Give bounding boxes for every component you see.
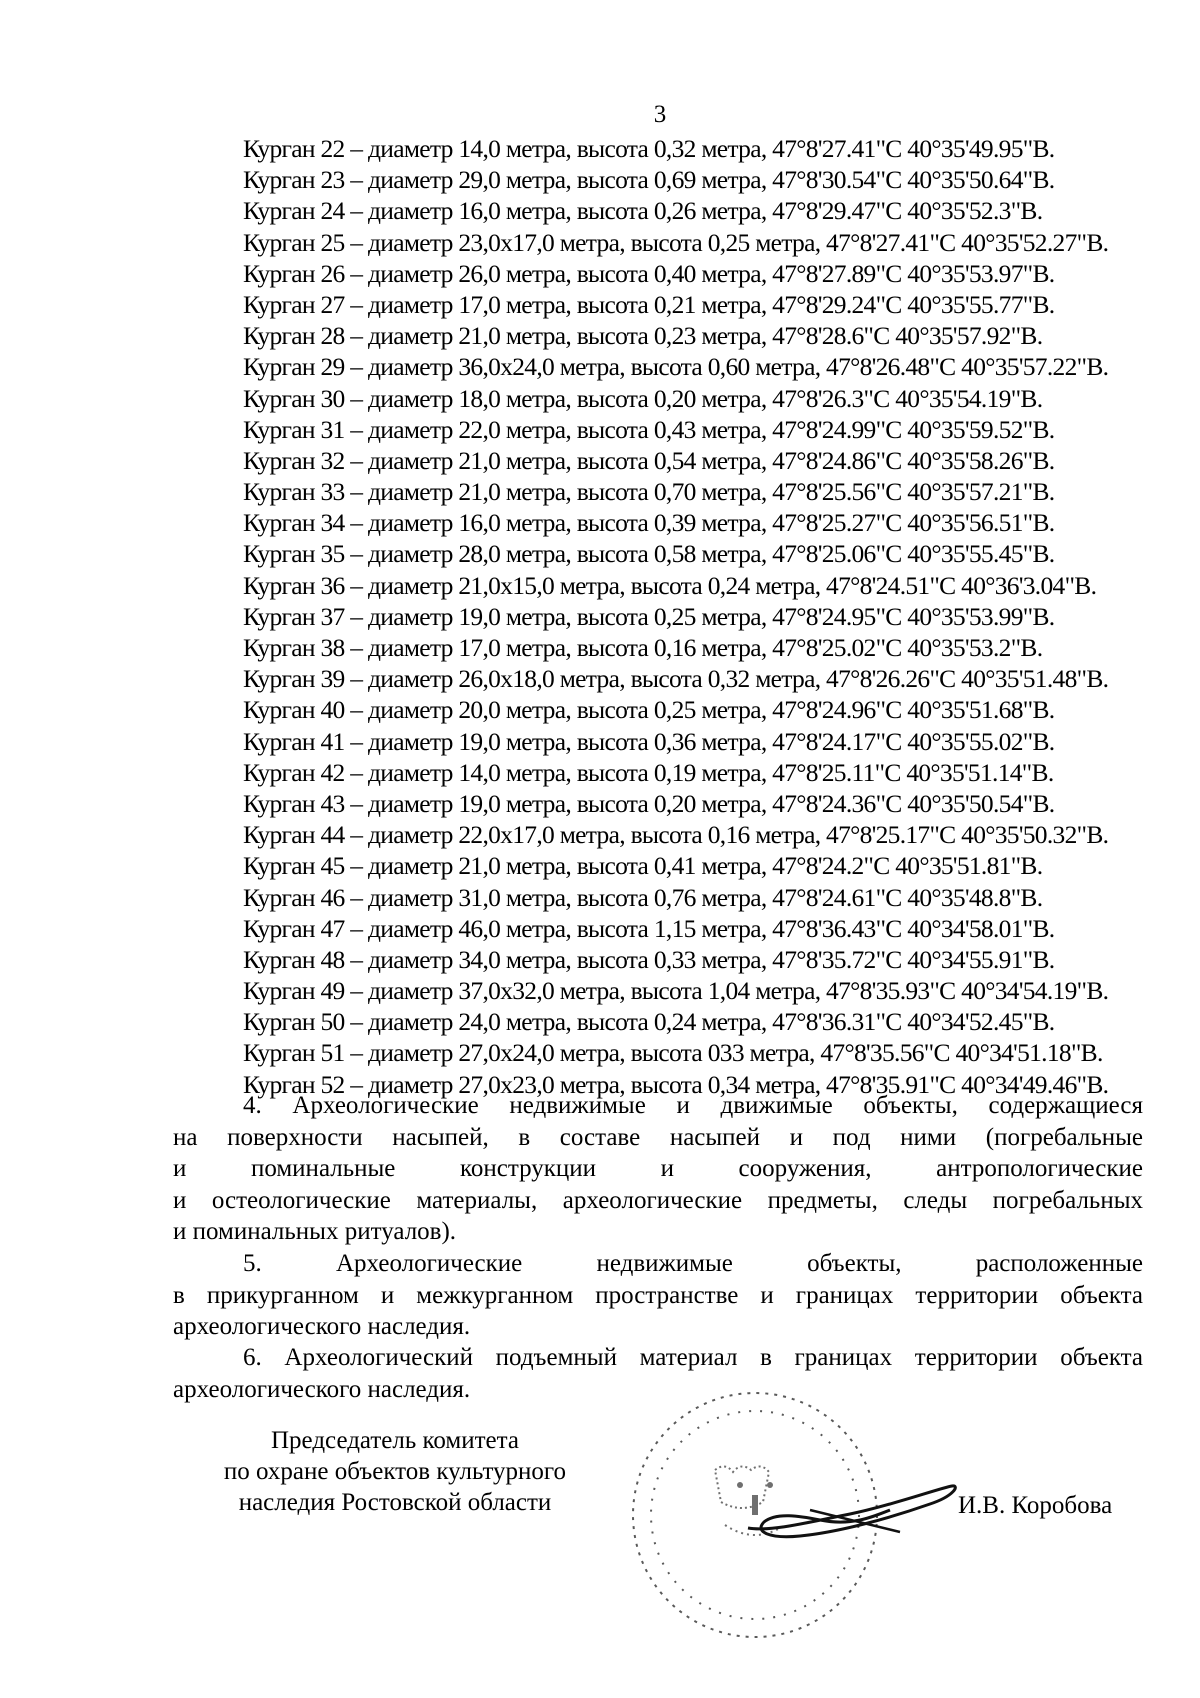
paragraph-line: 4. Археологические недвижимые и движимые объекты, содержащиеся (243, 1092, 1143, 1119)
paragraph-line: и остеологические материалы, археологические предметы, следы погребальных (173, 1186, 1143, 1214)
kurgan-entry: Курган 46 – диаметр 31,0 метра, высота 0,76 метра, 47°8'24.61"С 40°35'48.8"В. (243, 882, 1043, 912)
kurgan-entry: Курган 42 – диаметр 14,0 метра, высота 0,19 метра, 47°8'25.11"С 40°35'51.14"В. (243, 757, 1054, 787)
handwritten-signature (740, 1470, 960, 1550)
paragraph-line: в прикурганном и межкурганном пространстве и границах территории объекта (173, 1281, 1143, 1309)
kurgan-entry: Курган 32 – диаметр 21,0 метра, высота 0,54 метра, 47°8'24.86"С 40°35'58.26"В. (243, 445, 1055, 475)
kurgan-entry: Курган 36 – диаметр 21,0х15,0 метра, высота 0,24 метра, 47°8'24.51"С 40°36'3.04"В. (243, 570, 1097, 600)
kurgan-entry: Курган 29 – диаметр 36,0х24,0 метра, высота 0,60 метра, 47°8'26.48"С 40°35'57.22"В. (243, 352, 1109, 382)
signatory-title-line: наследия Ростовской области (238, 1489, 552, 1516)
paragraph-line: археологического наследия. (173, 1375, 471, 1403)
signatory-title-line: Председатель комитета (271, 1427, 519, 1454)
kurgan-entry: Курган 50 – диаметр 24,0 метра, высота 0,24 метра, 47°8'36.31"С 40°34'52.45"В. (243, 1007, 1055, 1037)
signatory-title (185, 1425, 605, 1518)
paragraph-line: 6. Археологический подъемный материал в границах территории объекта (243, 1344, 1143, 1371)
kurgan-entry: Курган 30 – диаметр 18,0 метра, высота 0,20 метра, 47°8'26.3"С 40°35'54.19"В. (243, 383, 1043, 413)
kurgan-entry: Курган 45 – диаметр 21,0 метра, высота 0,41 метра, 47°8'24.2"С 40°35'51.81"В. (243, 851, 1043, 881)
page-number: 3 (653, 101, 667, 128)
kurgan-entry: Курган 52 – диаметр 27,0х23,0 метра, высота 0,34 метра, 47°8'35.91"С 40°34'49.46"В. (243, 1069, 1109, 1099)
kurgan-entry: Курган 37 – диаметр 19,0 метра, высота 0,25 метра, 47°8'24.95"С 40°35'53.99"В. (243, 601, 1055, 631)
kurgan-entry: Курган 24 – диаметр 16,0 метра, высота 0,26 метра, 47°8'29.47"С 40°35'52.3"В. (243, 196, 1043, 226)
kurgan-entry: Курган 43 – диаметр 19,0 метра, высота 0,20 метра, 47°8'24.36"С 40°35'50.54"В. (243, 788, 1055, 818)
kurgan-entry: Курган 38 – диаметр 17,0 метра, высота 0,16 метра, 47°8'25.02"С 40°35'53.2"В. (243, 633, 1043, 662)
kurgan-entry: Курган 25 – диаметр 23,0х17,0 метра, высота 0,25 метра, 47°8'27.41"С 40°35'52.27"В. (243, 227, 1109, 257)
kurgan-entry: Курган 31 – диаметр 22,0 метра, высота 0,43 метра, 47°8'24.99"С 40°35'59.52"В. (243, 414, 1055, 444)
kurgan-entry: Курган 35 – диаметр 28,0 метра, высота 0,58 метра, 47°8'25.06"С 40°35'55.45"В. (243, 539, 1055, 569)
paragraph-4 (173, 1090, 1143, 1248)
paragraph-line: археологического наследия. (173, 1313, 471, 1340)
kurgan-entry: Курган 34 – диаметр 16,0 метра, высота 0,39 метра, 47°8'25.27"С 40°35'56.51"В. (243, 508, 1055, 538)
kurgan-entry: Курган 26 – диаметр 26,0 метра, высота 0,40 метра, 47°8'27.89"С 40°35'53.97"В. (243, 258, 1055, 288)
signatory-title-line: по охране объектов культурного (223, 1458, 567, 1485)
paragraph-line: на поверхности насыпей, в составе насыпей и под ними (погребальные (173, 1123, 1143, 1151)
paragraph-line: и поминальные конструкции и сооружения, антропологические (173, 1155, 1143, 1182)
kurgan-entry: Курган 44 – диаметр 22,0х17,0 метра, высота 0,16 метра, 47°8'25.17"С 40°35'50.32"В. (243, 820, 1109, 850)
kurgan-entry: Курган 49 – диаметр 37,0х32,0 метра, высота 1,04 метра, 47°8'35.93"С 40°34'54.19"В. (243, 976, 1109, 1006)
kurgan-entry: Курган 22 – диаметр 14,0 метра, высота 0,32 метра, 47°8'27.41"С 40°35'49.95"В. (243, 134, 1055, 163)
kurgan-entry: Курган 39 – диаметр 26,0х18,0 метра, высота 0,32 метра, 47°8'26.26"С 40°35'51.48"В. (243, 664, 1109, 694)
kurgan-entry: Курган 28 – диаметр 21,0 метра, высота 0,23 метра, 47°8'28.6"С 40°35'57.92"В. (243, 321, 1043, 351)
kurgan-entry: Курган 47 – диаметр 46,0 метра, высота 1,15 метра, 47°8'36.43"С 40°34'58.01"В. (243, 913, 1055, 943)
kurgan-entry: Курган 23 – диаметр 29,0 метра, высота 0,69 метра, 47°8'30.54"С 40°35'50.64"В. (243, 165, 1055, 195)
kurgan-entry: Курган 40 – диаметр 20,0 метра, высота 0,25 метра, 47°8'24.96"С 40°35'51.68"В. (243, 695, 1055, 725)
kurgan-entry: Курган 27 – диаметр 17,0 метра, высота 0,21 метра, 47°8'29.24"С 40°35'55.77"В. (243, 289, 1055, 319)
kurgan-entry: Курган 51 – диаметр 27,0х24,0 метра, высота 033 метра, 47°8'35.56"С 40°34'51.18"В. (243, 1038, 1103, 1068)
paragraph-5 (173, 1248, 1143, 1343)
paragraph-line: 5. Археологические недвижимые объекты, расположенные (243, 1250, 1143, 1277)
signer-name: И.В. Коробова (958, 1492, 1113, 1519)
paragraph-line: и поминальных ритуалов). (173, 1218, 457, 1245)
kurgan-entry: Курган 41 – диаметр 19,0 метра, высота 0,36 метра, 47°8'24.17"С 40°35'55.02"В. (243, 726, 1055, 756)
kurgan-entry: Курган 48 – диаметр 34,0 метра, высота 0,33 метра, 47°8'35.72"С 40°34'55.91"В. (243, 944, 1055, 974)
kurgan-list (243, 133, 1108, 1100)
kurgan-entry: Курган 33 – диаметр 21,0 метра, высота 0,70 метра, 47°8'25.56"С 40°35'57.21"В. (243, 477, 1055, 507)
